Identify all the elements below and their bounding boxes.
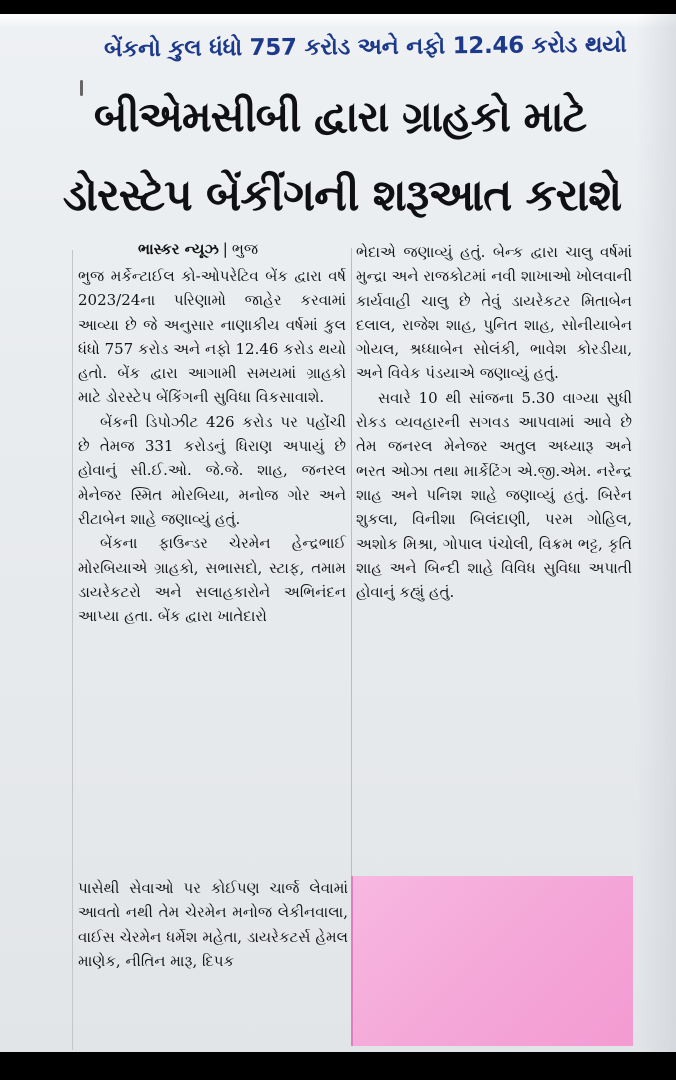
right-column <box>356 240 632 604</box>
left-column <box>78 264 346 628</box>
headline-line-1: બીએમસીબી દ્વારા ગ્રાહકો માટે <box>93 92 587 141</box>
top-black-bar <box>0 0 676 14</box>
byline-source: ભાસ્કર ન્યૂઝ <box>138 240 219 258</box>
headline-line-2: ડોરસ્ટેપ બેંકીંગની શરૂઆત કરાશે <box>62 170 622 221</box>
column-frame-line <box>72 250 73 1050</box>
paper-highlight <box>0 14 676 28</box>
left-bottom-paragraph: પાસેથી સેવાઓ પર કોઈપણ ચાર્જ લેવામાં આવતો નથી તેમ ચેરમેન મનોજ લેકીનવાલા, વાઈસ ચેરમેન ધર્મેશ મહેતા, ડાયરેકટર્સ હેમલ માણેક, નીતિન મારૂ, દિપક <box>78 879 348 970</box>
right-paragraph-2: સવારે 10 થી સાંજના 5.30 વાગ્યા સુધી રોકડ વ્યવહારની સગવડ આપવામાં આવે છે તેમ જનરલ મેનેજર અતુલ અધ્યારૂ અને ભરત ઓઝા તથા માર્કેટિંગ એ.જી.એમ. નરેન્દ્ર શાહ અને પનિશ શાહે જણાવ્યું હતું. બિરેન શુકલા, વિનીશા બિલંદાણી, પરમ ગોહિલ, અશોક મિશ્રા, ગોપાલ પંચોલી, વિક્રમ ભટ્ટ, કૃતિ શાહ અને બિન્દી શાહે વિવિધ સુવિધા અપાતી હોવાનું કહ્યું હતું. <box>356 388 632 602</box>
article-subheading: બેંકનો કુલ ધંધો 757 કરોડ અને નફો 12.46 કરોડ થયો <box>103 31 627 63</box>
right-paragraph-1: ભેદાએ જણાવ્યું હતું. બેન્ક દ્વારા ચાલુ વર્ષમાં મુન્દ્રા અને રાજકોટમાં નવી શાખાઓ ખોલવાની કાર્યવાહી ચાલુ છે તેવું ડાયરેકટર મિતાબેન દલાલ, રાજેશ શાહ, પુનિત શાહ, સોનીયાબેન ગોયલ, શ્રધ્ધાબેન સોલંકી, ભાવેશ કોરડીયા, અને વિવેક પંડયાએ જણાવ્યું હતું. <box>356 243 632 383</box>
byline <box>138 240 258 258</box>
left-column-continuation <box>78 876 348 973</box>
advertisement-box <box>351 876 633 1046</box>
byline-separator: | <box>222 240 228 258</box>
left-paragraph-3: બેંકના ફાઉન્ડર ચેરમેન હેન્દ્રભાઈ મોરબિયાએ ગ્રાહકો, સભાસદો, સ્ટાફ, તમામ ડાયરેકટરો અને સલાહકારોને અભિનંદન આપ્યા હતા. બેંક દ્વારા ખાતેદારો <box>78 534 346 626</box>
byline-place: ભુજ <box>231 240 259 258</box>
bottom-black-bar <box>0 1052 676 1080</box>
column-divider <box>351 248 352 878</box>
left-paragraph-2: બેંકની ડિપોઝીટ 426 કરોડ પર પહોંચી છે તેમજ 331 કરોડનું ધિરાણ અપાયું છે હોવાનું સી.ઈ.ઓ. જે.જે. શાહ, જનરલ મેનેજર સ્મિત મોરબિયા, મનોજ ગોર અને રીટાબેન શાહે જણાવ્યું હતું. <box>78 412 346 528</box>
left-paragraph-1: ભુજ મર્કેન્ટાઈલ કો-ઓપરેટિવ બેંક દ્વારા વર્ષ 2023/24ના પરિણામો જાહેર કરવામાં આવ્યા છે જે અનુસાર નાણાકીય વર્ષમાં કુલ ધંધો 757 કરોડ અને નફો 12.46 કરોડ થયો હતો. બેંક દ્વારા આગામી સમયમાં ગ્રાહકો માટે ડોરસ્ટેપ બેંકિંગની સુવિધા વિકસાવાશે. <box>78 267 346 407</box>
